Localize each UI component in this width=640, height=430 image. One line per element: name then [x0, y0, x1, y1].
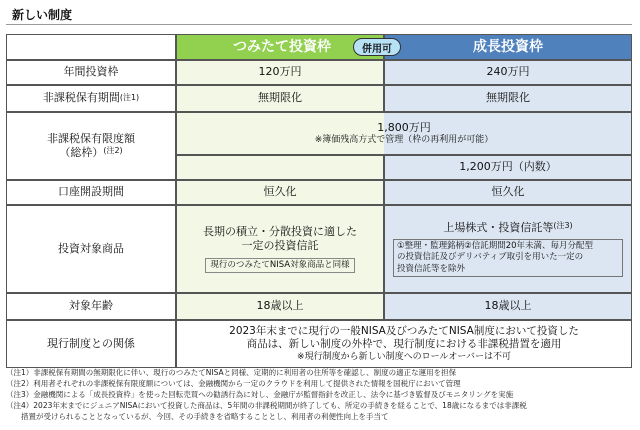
- shohin-seicho-detail-box: [393, 239, 623, 277]
- gendo-label-2: （総枠）: [59, 146, 104, 159]
- footnote-3: （注3）金融機関による「成長投資枠」を使った回転売買への勧誘行為に対し、金融庁が監督指針を改正し、法令に基づき監督及びモニタリングを実施: [6, 389, 514, 399]
- seicho-header: [384, 34, 632, 60]
- kankei-cell: [176, 320, 632, 368]
- shohin-seicho-detail1: ①整理・監理銘柄②信託期間20年未満、毎月分配型: [397, 240, 594, 251]
- row-label-gendo: [6, 112, 176, 180]
- footnotes: [6, 368, 632, 422]
- gendo-label-1: 非課税保有限度額: [47, 131, 135, 145]
- gendo-seicho-limit: 1,200万円（内数）: [384, 155, 632, 180]
- shohin-tsumitate: [176, 205, 384, 293]
- kankei-line1: 2023年末までに現行の一般NISA及びつみたてNISA制度において投資した: [229, 325, 579, 338]
- shohin-tsumitate-line1: 長期の積立・分散投資に適した: [203, 225, 357, 239]
- kikan-label: 非課税保有期間: [42, 91, 120, 105]
- footnote-2: （注2）利用者それぞれの非課税保有限度額については、金融機関から一定のクラウドを利用して提供された情報を国税庁において管理: [6, 378, 461, 388]
- nenrei-seicho: 18歳以上: [384, 293, 632, 320]
- page-title: 新しい制度: [12, 8, 73, 22]
- heiyou-badge: 併用可: [353, 38, 401, 56]
- kankei-line2: 商品は、新しい制度の外枠で、現行制度における非課税措置を適用: [246, 338, 562, 351]
- row-label-kaisetsu: 口座開設期間: [6, 180, 176, 205]
- footnote-1: （注1）非課税保有期間の無期限化に伴い、現行のつみたてNISAと同様、定期的に利用者の住所等を確認し、制度の適正な運用を担保: [6, 368, 457, 377]
- row-label-kankei: 現行制度との関係: [6, 320, 176, 368]
- seicho-header-label: 成長投資枠: [473, 38, 543, 55]
- kikan-note: (注1): [119, 93, 140, 103]
- shohin-tsumitate-line2: 一定の投資信託: [241, 239, 319, 253]
- gendo-total: 1,800万円: [377, 120, 431, 134]
- row-label-kikan: [6, 85, 176, 112]
- row-label-nenkan: 年間投資枠: [6, 60, 176, 85]
- footnote-4-cont: 措置が受けられることとなっているが、今回、その手続きを省略することとし、利用者の利便性向上を手当て: [6, 411, 389, 421]
- nenkan-tsumitate: 120万円: [176, 60, 384, 85]
- gendo-note: (注2): [103, 146, 123, 155]
- kaisetsu-seicho: 恒久化: [384, 180, 632, 205]
- gendo-total-note: ※簿価残高方式で管理（枠の再利用が可能）: [314, 134, 494, 145]
- shohin-seicho-detail2: の投資信託及びデリバティブ取引を用いた一定の: [397, 252, 584, 263]
- title-bar: [6, 4, 632, 25]
- nenkan-seicho: 240万円: [384, 60, 632, 85]
- nenrei-tsumitate: 18歳以上: [176, 293, 384, 320]
- shohin-seicho-line1: 上場株式・投資信託等: [443, 220, 554, 234]
- gendo-total-cell: [176, 112, 632, 155]
- shohin-seicho-note: (注3): [553, 220, 573, 230]
- row-label-nenrei: 対象年齢: [6, 293, 176, 320]
- footnote-4: （注4）2023年末までにジュニアNISAにおいて投資した商品は、5年間の非課税期間が終了しても、所定の手続きを経ることで、18歳になるまでは非課税: [6, 400, 527, 410]
- kankei-line3: ※現行制度から新しい制度へのロールオーバーは不可: [297, 351, 511, 362]
- shohin-tsumitate-box: 現行のつみたてNISA対象商品と同様: [205, 258, 354, 273]
- shohin-seicho: [384, 205, 632, 293]
- kikan-seicho: 無期限化: [384, 85, 632, 112]
- shohin-seicho-detail3: 投資信託等を除外: [397, 263, 466, 274]
- header-empty-cell: [6, 34, 176, 60]
- tsumitate-header-label: つみたて投資枠: [233, 38, 331, 55]
- gendo-tsumitate-empty: [176, 155, 384, 180]
- kikan-tsumitate: 無期限化: [176, 85, 384, 112]
- row-label-shohin: 投資対象商品: [6, 205, 176, 293]
- kaisetsu-tsumitate: 恒久化: [176, 180, 384, 205]
